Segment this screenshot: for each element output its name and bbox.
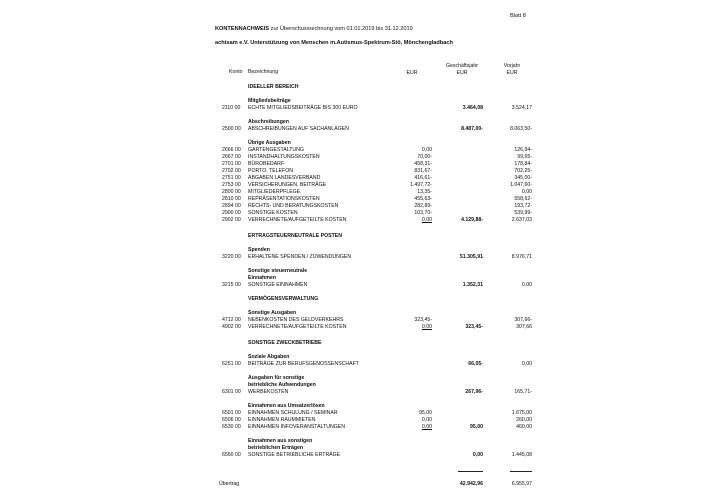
column-header-geschaeftsjahr-unit: EUR — [456, 69, 468, 76]
eur-amount: 416,61- — [414, 175, 432, 181]
account-description: GARTENGESTALTUNG — [248, 147, 304, 153]
group-heading: Abschreibungen — [248, 119, 289, 125]
account-description: BÜROBEDARF — [248, 161, 285, 167]
report-title-rest: zur Überschussrechnung vom 01.01.2019 bis 31.12.2019 — [270, 26, 413, 32]
eur-amount: 831,67- — [414, 168, 432, 174]
eur-amount: 0,00 — [421, 417, 432, 423]
prior-year-amount: 307,66- — [514, 317, 532, 323]
group-heading: Einnahmen — [248, 275, 276, 281]
fiscal-year-amount: 1.352,31 — [462, 282, 483, 288]
prior-year-amount: 8.976,71 — [511, 254, 532, 260]
fiscal-year-amount: 267,96- — [465, 389, 483, 395]
account-number: 6506 00 — [222, 417, 241, 423]
fiscal-year-amount: 66,05- — [468, 361, 483, 367]
group-heading: betriebliche Aufwendungen — [248, 382, 316, 388]
account-number: 6560 00 — [222, 452, 241, 458]
account-number: 2810 00 — [222, 196, 241, 202]
group-heading: Ausgaben für sonstige — [248, 375, 305, 381]
account-number: 2500 00 — [222, 126, 241, 132]
eur-amount: 13,35- — [417, 189, 432, 195]
prior-year-amount: 99,65- — [517, 154, 532, 160]
eur-amount: 0,00 — [421, 424, 432, 430]
column-header-vorjahr — [496, 63, 528, 76]
group-heading: Einnahmen aus sonstigen — [248, 438, 313, 444]
total-rule-prior — [510, 471, 532, 472]
account-number: 2702 00 — [222, 168, 241, 174]
account-description: ABSCHREIBUNGEN AUF SACHANLAGEN — [248, 126, 349, 132]
account-description: NEBENKOSTEN DES GELDVERKEHRS — [248, 317, 344, 323]
group-heading: Soziale Abgaben — [248, 354, 290, 360]
fiscal-year-amount: 323,45- — [465, 324, 483, 330]
group-heading: Spenden — [248, 247, 270, 253]
prior-year-amount: 1.675,00 — [511, 410, 532, 416]
prior-year-amount: 3.524,17 — [511, 105, 532, 111]
prior-year-amount: 539,99- — [514, 210, 532, 216]
carry-forward-prior: 6.955,97 — [511, 481, 532, 487]
fiscal-year-amount: 8.487,00- — [461, 126, 483, 132]
account-description: RECHTS- UND BERATUNGSKOSTEN — [248, 203, 339, 209]
account-number: 2800 00 — [222, 189, 241, 195]
eur-amount: 0,00 — [421, 324, 432, 330]
prior-year-amount: 460,00 — [516, 424, 532, 430]
fiscal-year-amount: 4.129,88- — [461, 217, 483, 223]
account-description: ECHTE MITGLIEDSBEITRÄGE BIS 300 EURO — [248, 105, 358, 111]
eur-amount: 0,00 — [421, 147, 432, 153]
column-header-bezeichnung: Bezeichnung — [248, 69, 278, 75]
eur-amount: 1.497,72- — [410, 182, 432, 188]
group-heading: Sonstige Ausgaben — [248, 310, 297, 316]
prior-year-amount: 307,66 — [516, 324, 532, 330]
account-number: 2701 00 — [222, 161, 241, 167]
account-description: ERHALTENE SPENDEN / ZUWENDUNGEN — [248, 254, 352, 260]
report-title — [215, 27, 413, 33]
prior-year-amount: 2.637,03 — [511, 217, 532, 223]
account-description: VERSICHERUNGEN, BEITRÄGE — [248, 182, 327, 188]
fiscal-year-amount: 3.464,08 — [462, 105, 483, 111]
account-number: 2667 00 — [222, 154, 241, 160]
account-description: SONSTIGE EINNAHMEN — [248, 282, 308, 288]
prior-year-amount: 260,00 — [516, 417, 532, 423]
carry-forward-label: Übertrag — [219, 481, 240, 487]
section-heading: SONSTIGE ZWECKBETRIEBE — [248, 340, 322, 346]
eur-amount: 103,70- — [414, 210, 432, 216]
account-number: 3215 00 — [222, 282, 241, 288]
account-description: INSTANDHALTUNGSKOSTEN — [248, 154, 320, 160]
eur-amount: 455,63- — [414, 196, 432, 202]
account-description: BEITRÄGE ZUR BERUFSGENOSSENSCHAFT — [248, 361, 359, 367]
account-number: 3220 00 — [222, 254, 241, 260]
account-number: 4712 00 — [222, 317, 241, 323]
account-description: SONSTIGE BETRIEBLICHE ERTRÄGE — [248, 452, 341, 458]
prior-year-amount: 126,94- — [514, 147, 532, 153]
section-heading: IDEELLER BEREICH — [248, 84, 299, 90]
account-number: 4902 00 — [222, 324, 241, 330]
account-number: 2110 00 — [222, 105, 241, 111]
account-number: 6530 00 — [222, 424, 241, 430]
group-heading: betrieblichen Erträgen — [248, 445, 304, 451]
column-header-vorjahr-unit: EUR — [506, 69, 518, 76]
eur-amount: 458,31- — [414, 161, 432, 167]
eur-amount: 0,00 — [421, 217, 432, 223]
account-description: MITGLIEDERPFLEGE — [248, 189, 301, 195]
prior-year-amount: 0,00 — [521, 361, 532, 367]
prior-year-amount: 1.047,60- — [510, 182, 532, 188]
prior-year-amount: 8.063,50- — [510, 126, 532, 132]
prior-year-amount: 193,72- — [514, 203, 532, 209]
fiscal-year-amount: 95,00 — [470, 424, 483, 430]
carry-forward-total: 42.942,96 — [459, 481, 483, 487]
account-number: 2900 00 — [222, 210, 241, 216]
group-heading: Sonstige steuerneutrale — [248, 268, 308, 274]
prior-year-amount: 0,00 — [521, 282, 532, 288]
account-number: 2751 00 — [222, 175, 241, 181]
report-title-bold: KONTENNACHWEIS — [215, 26, 270, 32]
account-description: VERRECHNETE/AUFGETEILTE KOSTEN — [248, 217, 347, 223]
account-description: ABGABEN LANDESVERBAND — [248, 175, 321, 181]
prior-year-amount: 0,00 — [521, 189, 532, 195]
eur-amount: 282,89- — [414, 203, 432, 209]
account-description: EINNAHMEN SCHULUNG / SEMINAR — [248, 410, 338, 416]
column-header-vorjahr-label: Vorjahr — [503, 63, 521, 69]
column-header-eur: EUR — [406, 70, 418, 76]
account-number: 2753 00 — [222, 182, 241, 188]
account-number: 6251 00 — [222, 361, 241, 367]
account-number: 2666 00 — [222, 147, 241, 153]
column-header-geschaeftsjahr-label: Geschäftsjahr — [445, 63, 478, 69]
account-description: SONSTIGE KOSTEN — [248, 210, 298, 216]
section-heading: VERMÖGENSVERWALTUNG — [248, 296, 319, 302]
account-description: PORTO, TELEFON — [248, 168, 293, 174]
group-heading: Einnahmen aus Umsatzerlösen — [248, 403, 325, 409]
eur-amount: 70,00- — [417, 154, 432, 160]
account-number: 6501 00 — [222, 410, 241, 416]
account-description: REPRÄSENTATIONSKOSTEN — [248, 196, 320, 202]
group-heading: Übrige Ausgaben — [248, 140, 291, 146]
fiscal-year-amount: 0,00 — [472, 452, 483, 458]
section-heading: ERTRAGSTEUERNEUTRALE POSTEN — [248, 233, 342, 239]
account-description: VERRECHNETE/AUFGETEILTE KOSTEN — [248, 324, 347, 330]
prior-year-amount: 345,00- — [514, 175, 532, 181]
sheet-label: Blatt 8 — [510, 13, 526, 19]
prior-year-amount: 1.445,08 — [511, 452, 532, 458]
account-number: 2894 00 — [222, 203, 241, 209]
account-number: 2902 00 — [222, 217, 241, 223]
group-heading: Mitgliedsbeiträge — [248, 98, 291, 104]
account-description: WERBEKOSTEN — [248, 389, 289, 395]
prior-year-amount: 178,84- — [514, 161, 532, 167]
total-rule-current — [458, 471, 483, 472]
organization-name: achtsam e.V. Unterstützung von Menschen m.Autismus-Spektrum-Stö, Mönchengladbach — [215, 40, 453, 46]
account-description: EINNAHMEN INFOVERANSTALTUNGEN — [248, 424, 345, 430]
column-header-konto: Konto — [229, 69, 243, 75]
prior-year-amount: 558,62- — [514, 196, 532, 202]
eur-amount: 95,00 — [419, 410, 432, 416]
prior-year-amount: 165,71- — [514, 389, 532, 395]
account-number: 6301 00 — [222, 389, 241, 395]
account-description: EINNAHMEN RAUMMIETEN — [248, 417, 316, 423]
column-header-geschaeftsjahr — [440, 63, 484, 76]
eur-amount: 323,45- — [414, 317, 432, 323]
prior-year-amount: 702,25- — [514, 168, 532, 174]
fiscal-year-amount: 51.305,91 — [459, 254, 483, 260]
